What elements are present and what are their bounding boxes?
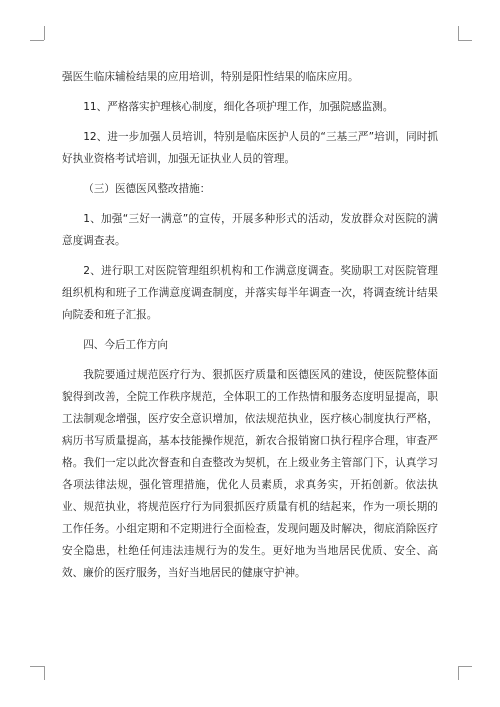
paragraph-ethics-item-1: 1、加强“三好一满意”的宣传，开展多种形式的活动，发放群众对医院的满意度调查表。 (62, 213, 438, 247)
document-page (62, 66, 438, 592)
crop-mark-bottom-right (458, 666, 459, 680)
paragraph-future-direction: 我院要通过规范医疗行为、狠抓医疗质量和医德医风的建设，使医院整体面貌得到改善，全院工作秩序规范，全体职工的工作热情和服务态度明显提高，职工法制观念增强，医疗安全意识增加，依法规范执业，医疗核心制度执行严格，病历书写质量提高，基本技能操作规范，新农合报销窗口执行程序合理，审查严格。我们一定以此次督查和自查整改为契机，在上级业务主管部门下，认真学习各项法律法规，强化管理措施，优化人员素质，求真务实，开拓创新。依法执业、规范执业，将规范医疗行为同狠抓医疗质量有机的结起来，作为一项长期的工作任务。小组定期和不定期进行全面检查，发现问题及时解决，彻底消除医疗安全隐患，杜绝任何违法违规行为的发生。更好地为当地居民优质、安全、高效、廉价的医疗服务，当好当地居民的健康守护神。 (62, 369, 438, 579)
paragraph-ethics-item-2: 2、进行职工对医院管理组织机构和工作满意度调查。奖励职工对医院管理组织机构和班子工作满意度调查制度，并落实每半年调查一次，将调查统计结果向院委和班子汇报。 (62, 265, 438, 321)
crop-mark-bottom-left (44, 666, 45, 680)
crop-mark-bottom-left (30, 666, 44, 667)
paragraph-item-11: 11、严格落实护理核心制度，细化各项护理工作，加强院感监测。 (83, 101, 394, 113)
paragraph-item-12: 12、进一步加强人员培训，特别是临床医护人员的“三基三严”培训，同时抓好执业资格考试培训，加强无证执业人员的管理。 (62, 131, 438, 165)
crop-mark-top-right (458, 40, 472, 41)
crop-mark-top-left (44, 26, 45, 40)
section-heading-medical-ethics: （三）医德医风整改措施： (83, 183, 211, 195)
crop-mark-top-right (458, 26, 459, 40)
crop-mark-bottom-right (458, 666, 472, 667)
crop-mark-top-left (30, 40, 44, 41)
section-heading-future-direction: 四、今后工作方向 (83, 339, 168, 351)
paragraph-continuation: 强医生临床辅检结果的应用培训，特别是阳性结果的临床应用。 (62, 71, 359, 83)
